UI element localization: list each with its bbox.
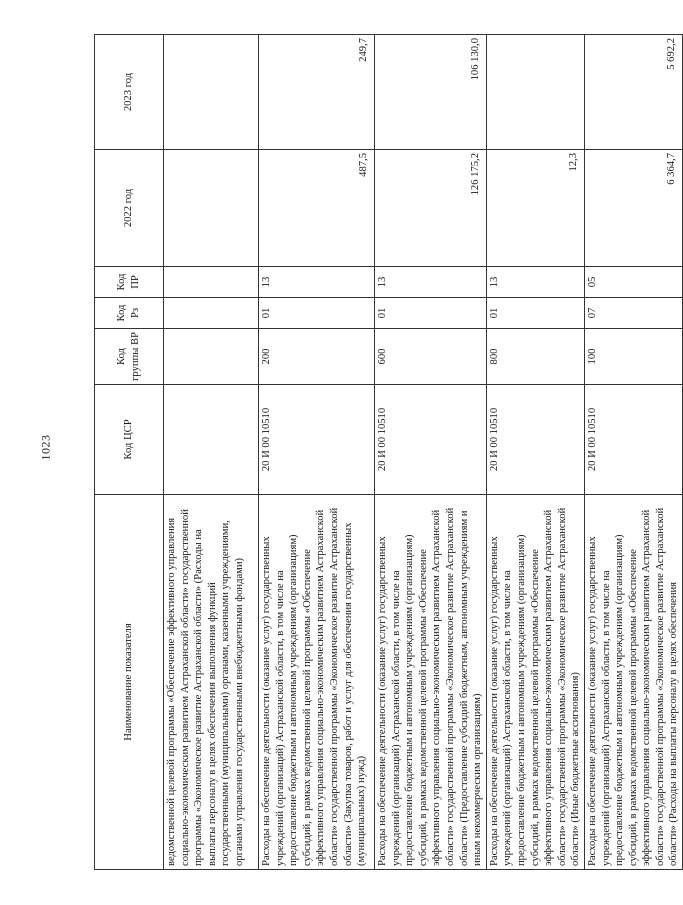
row-vr: 600 bbox=[375, 329, 487, 385]
row-vr: 100 bbox=[584, 329, 682, 385]
row-csr: 20 И 00 10510 bbox=[486, 385, 584, 495]
row-csr bbox=[164, 385, 259, 495]
header-csr: Код ЦСР bbox=[95, 385, 164, 495]
row-rz: 01 bbox=[486, 298, 584, 329]
row-2022: 487,5 bbox=[259, 150, 375, 267]
row-2022: 126 175,2 bbox=[375, 150, 487, 267]
budget-table bbox=[94, 34, 683, 870]
row-csr: 20 И 00 10510 bbox=[259, 385, 375, 495]
row-vr: 800 bbox=[486, 329, 584, 385]
row-name: Расходы на обеспечение деятельности (оказание услуг) государственных учреждений (организаций) Астраханской области, в том числе на предоставление бюджетным и автономным учреждениям (организациям) субсидий, в рамках ведомственной целевой программы «Обеспечение эффективного управления социально-экономическим развитием Астраханской области» государственной программы «Экономическое развитие Астраханской области» (Расходы на выплаты персоналу в целях обеспечения bbox=[584, 495, 682, 870]
header-pr: Код ПР bbox=[95, 267, 164, 298]
row-name: Расходы на обеспечение деятельности (оказание услуг) государственных учреждений (организаций) Астраханской области, в том числе на предоставление бюджетным и автономным учреждениям (организациям) субсидий, в рамках ведомственной целевой программы «Обеспечение эффективного управления социально-экономическим развитием Астраханской области» государственной программы «Экономическое развитие Астраханской области» (Иные бюджетные ассигнования) bbox=[486, 495, 584, 870]
header-vr: Код группы ВР bbox=[95, 329, 164, 385]
row-pr: 05 bbox=[584, 267, 682, 298]
row-2023: 106 130,0 bbox=[375, 35, 487, 150]
table-row bbox=[164, 35, 259, 870]
row-vr: 200 bbox=[259, 329, 375, 385]
row-name: ведомственной целевой программы «Обеспечение эффективного управления социально-экономическим развитием Астраханской области» государственной программы «Экономическое развитие Астраханской области» (Расходы на выплаты персоналу в целях обеспечения выполнения функций государственными (муниципальными) органами, казенными учреждениями, органами управления государственными внебюджетными фондами) bbox=[164, 495, 259, 870]
row-vr bbox=[164, 329, 259, 385]
row-pr bbox=[164, 267, 259, 298]
row-rz bbox=[164, 298, 259, 329]
header-name: Наименование показателя bbox=[95, 495, 164, 870]
rotated-table-container bbox=[94, 35, 680, 870]
row-2022: 12,3 bbox=[486, 150, 584, 267]
row-rz: 01 bbox=[259, 298, 375, 329]
row-csr: 20 И 00 10510 bbox=[375, 385, 487, 495]
table-row bbox=[259, 35, 375, 870]
row-pr: 13 bbox=[259, 267, 375, 298]
row-rz: 07 bbox=[584, 298, 682, 329]
table-row bbox=[584, 35, 682, 870]
table-row bbox=[375, 35, 487, 870]
row-2023 bbox=[486, 35, 584, 150]
row-csr: 20 И 00 10510 bbox=[584, 385, 682, 495]
row-2022: 6 364,7 bbox=[584, 150, 682, 267]
row-2023 bbox=[164, 35, 259, 150]
header-rz: Код Рз bbox=[95, 298, 164, 329]
row-2022 bbox=[164, 150, 259, 267]
header-2022: 2022 год bbox=[95, 150, 164, 267]
row-rz: 01 bbox=[375, 298, 487, 329]
table-header-row bbox=[95, 35, 164, 870]
row-pr: 13 bbox=[486, 267, 584, 298]
row-2023: 5 692,2 bbox=[584, 35, 682, 150]
row-2023: 249,7 bbox=[259, 35, 375, 150]
row-pr: 13 bbox=[375, 267, 487, 298]
table-row bbox=[486, 35, 584, 870]
header-2023: 2023 год bbox=[95, 35, 164, 150]
row-name: Расходы на обеспечение деятельности (оказание услуг) государственных учреждений (организаций) Астраханской области, в том числе на предоставление бюджетным и автономным учреждениям (организациям) субсидий, в рамках ведомственной целевой программы «Обеспечение эффективного управления социально-экономическим развитием Астраханской области» государственной программы «Экономическое развитие Астраханской области» (Закупка товаров, работ и услуг для обеспечения государственных (муниципальных) нужд) bbox=[259, 495, 375, 870]
row-name: Расходы на обеспечение деятельности (оказание услуг) государственных учреждений (организаций) Астраханской области, в том числе на предоставление бюджетным и автономным учреждениям (организациям) субсидий, в рамках ведомственной целевой программы «Обеспечение эффективного управления социально-экономическим развитием Астраханской области» государственной программы «Экономическое развитие Астраханской области» (Предоставление субсидий бюджетным, автономным учреждениям и иным некоммерческим организациям) bbox=[375, 495, 487, 870]
page-number: 1023 bbox=[38, 434, 53, 461]
